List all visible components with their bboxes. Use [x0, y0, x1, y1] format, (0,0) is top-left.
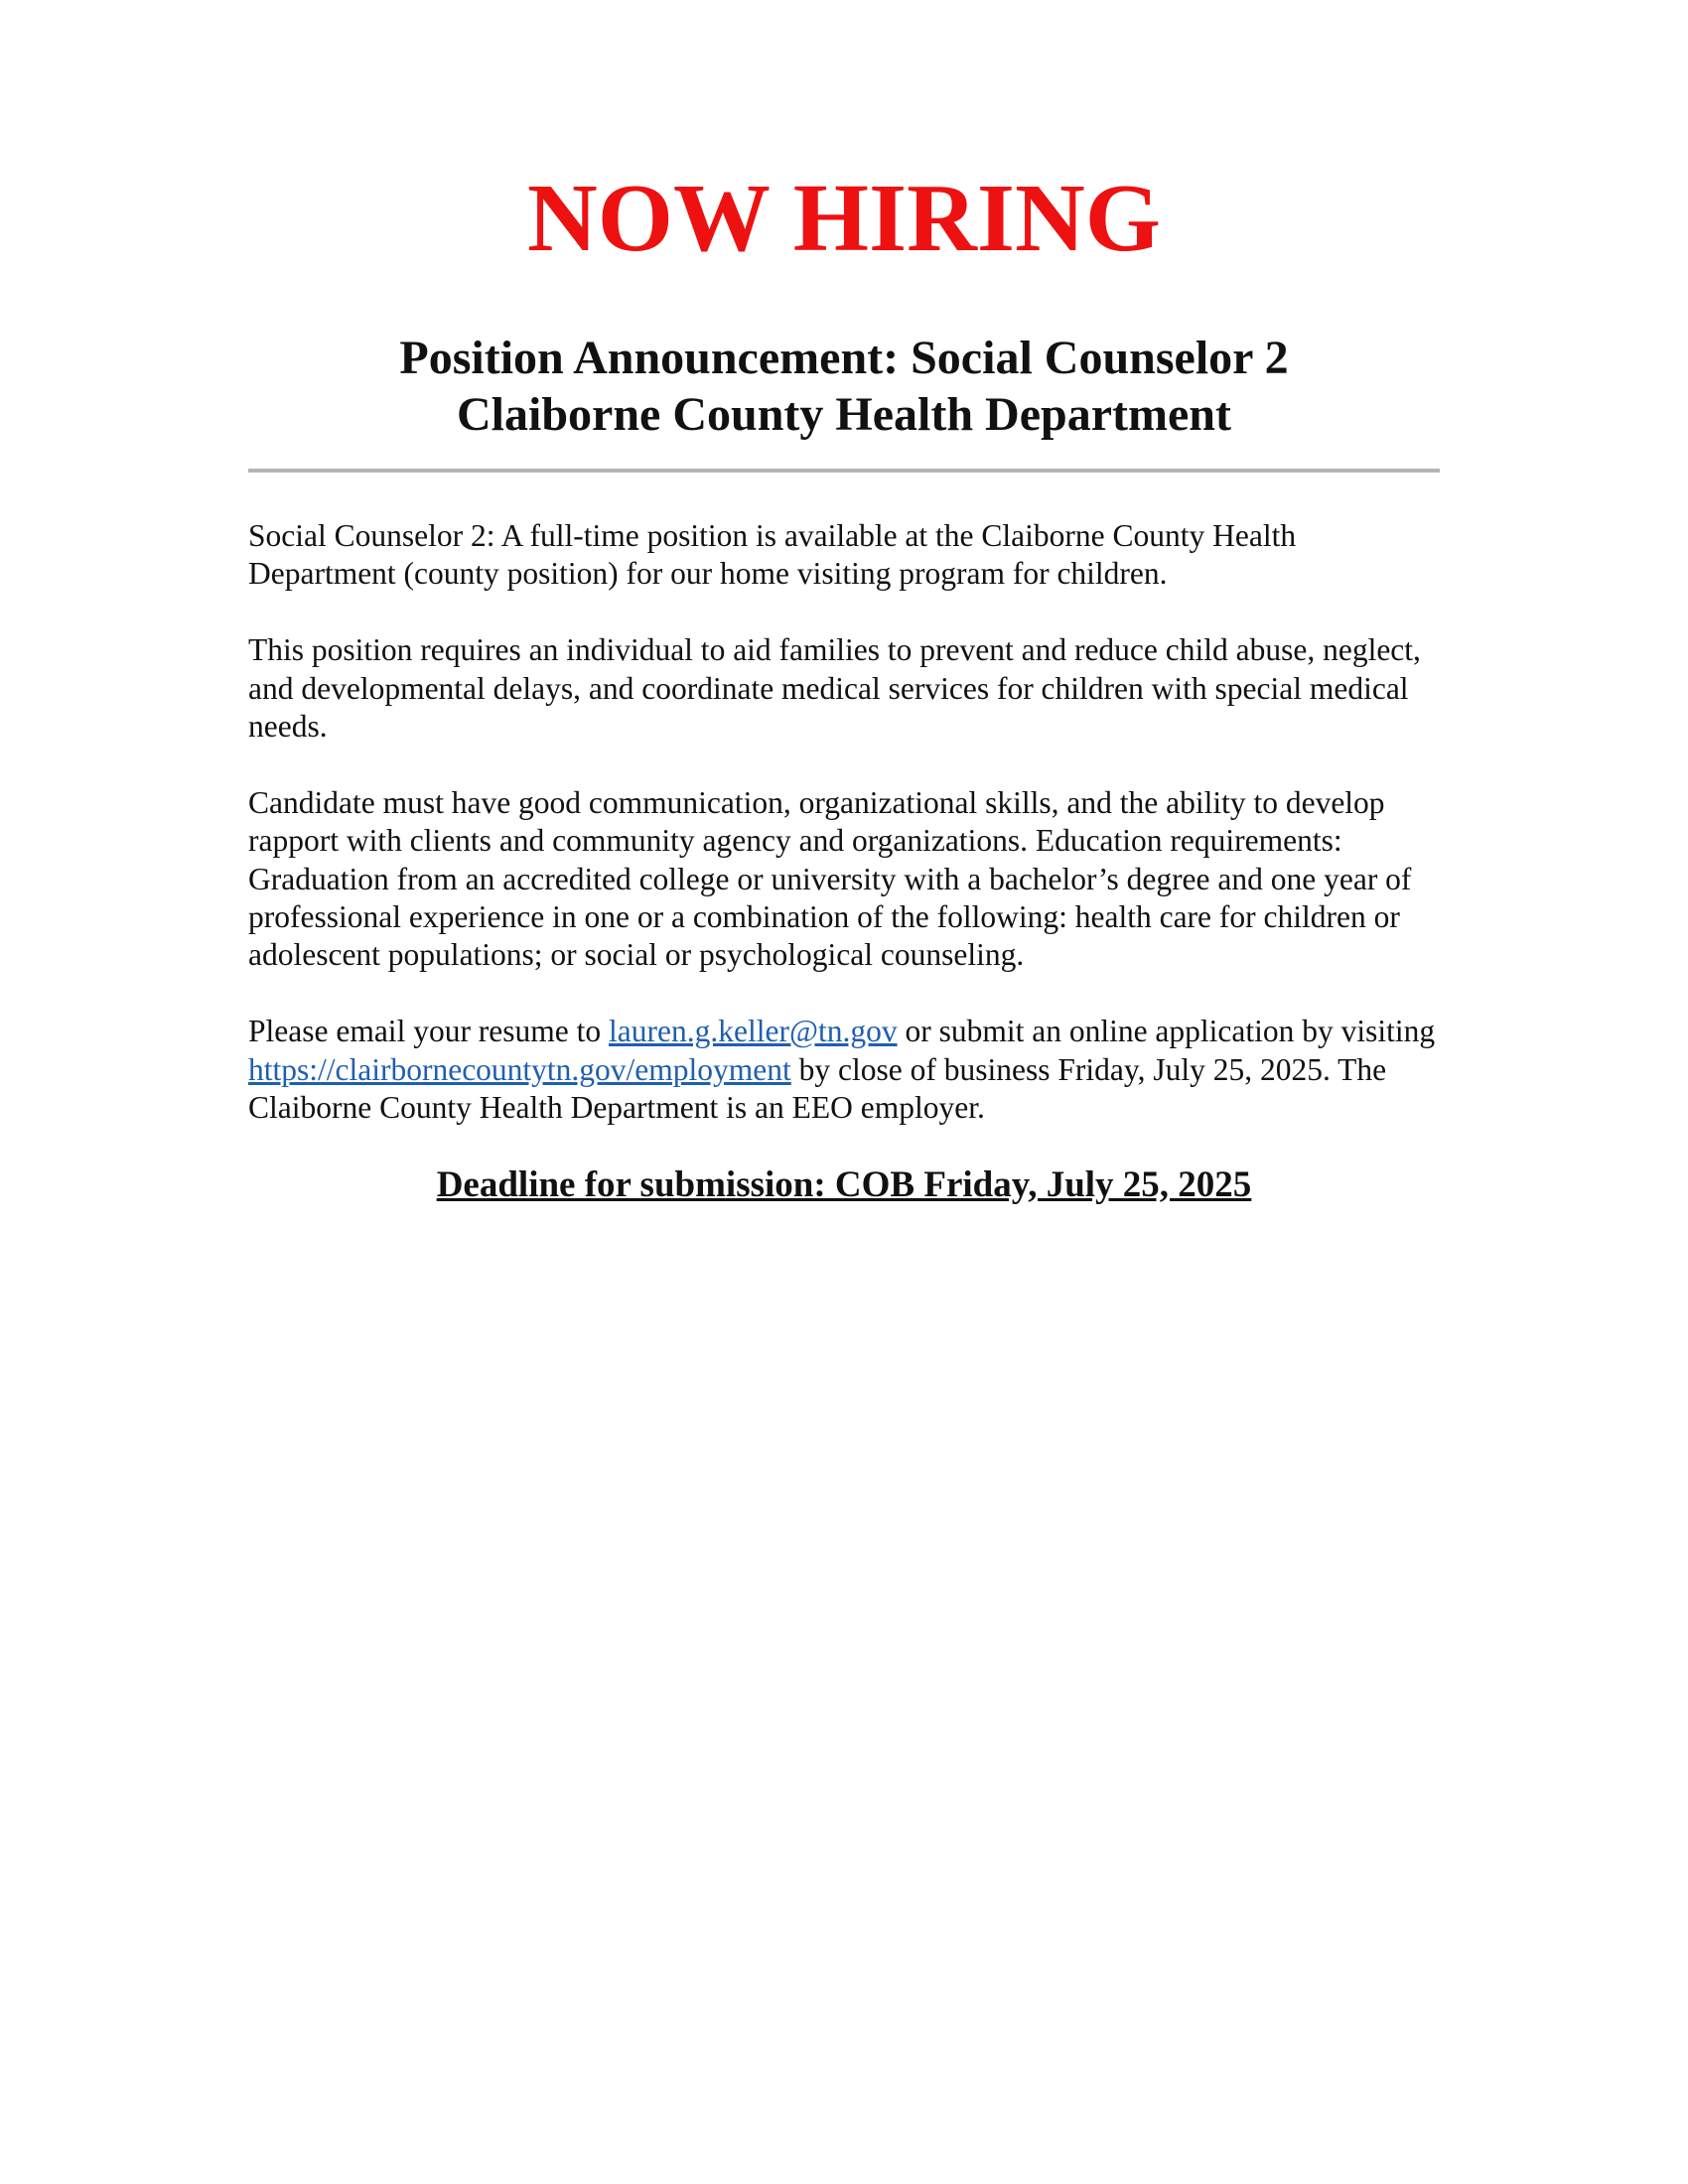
paragraph-position-summary: Social Counselor 2: A full-time position is available at the Claiborne County Health Department (county position) for our home visiting program for children. [248, 518, 1297, 592]
submission-deadline: Deadline for submission: COB Friday, July 25, 2025 [436, 1164, 1252, 1205]
position-title-line2: Claiborne County Health Department [457, 388, 1231, 441]
apply-text-1: Please email your resume to [248, 1014, 610, 1049]
paragraph-requirements: Candidate must have good communication, organizational skills, and the ability to develop rapport with clients and community agency and organizations. Education requirements: Graduation from an accredited college or university with a bachelor’s degree and one year of professional experience in one or a combination of the following: health care for children or adolescent populations; or social or psychological counseling. [248, 784, 1412, 973]
paragraph-duties: This position requires an individual to aid families to prevent and reduce child abuse, neglect, and developmental delays, and coordinate medical services for children with special medical needs. [248, 632, 1421, 745]
apply-text-2: or submit an online application by visiting [897, 1014, 1436, 1049]
employment-url-link[interactable]: https://clairbornecountytn.gov/employment [248, 1051, 791, 1087]
apply-text-3: by close of business Friday, July 25, 2025. The Claiborne County Health Department is an EEO employer. [248, 1051, 1387, 1126]
paragraph-how-to-apply [248, 1013, 1450, 1127]
position-title-line1: Position Announcement: Social Counselor 2 [399, 332, 1289, 384]
position-title [0, 330, 1688, 443]
now-hiring-headline: NOW HIRING [526, 165, 1161, 272]
horizontal-divider [248, 469, 1440, 473]
email-link[interactable]: lauren.g.keller@tn.gov [609, 1014, 898, 1049]
announcement-body [248, 517, 1450, 1165]
